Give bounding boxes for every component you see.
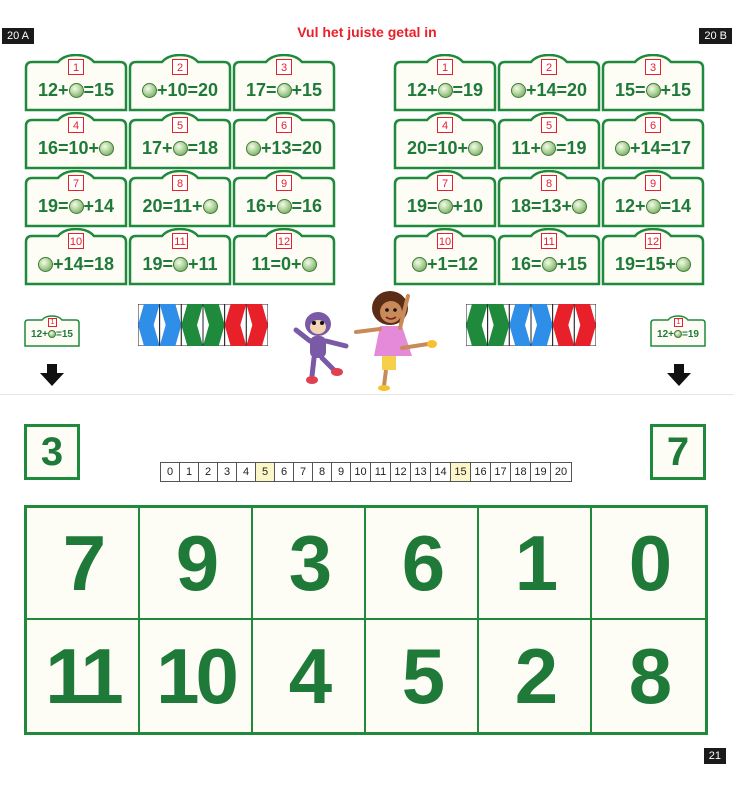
number-tile[interactable]: 7 xyxy=(27,508,140,620)
equation xyxy=(601,138,705,159)
exercise-number: 12 xyxy=(276,233,292,249)
exercise-number: 3 xyxy=(645,59,661,75)
number-tile[interactable]: 10 xyxy=(140,620,253,732)
exercise-number: 1 xyxy=(68,59,84,75)
equation xyxy=(393,80,497,101)
exercise-card-right-12 xyxy=(601,228,705,286)
equation-before: 17+ xyxy=(141,138,173,158)
exercise-card-right-6 xyxy=(601,112,705,170)
number-tile[interactable]: 8 xyxy=(628,631,669,720)
example-number: 1 xyxy=(674,318,683,327)
number-line-cell: 2 xyxy=(199,463,218,481)
equation-after: =15 xyxy=(56,329,73,340)
equation-after: +14=20 xyxy=(525,80,588,100)
number-line-cell: 8 xyxy=(313,463,332,481)
equation-after: +15 xyxy=(291,80,323,100)
equation xyxy=(24,80,128,101)
blank-circle-icon xyxy=(438,199,453,214)
number-line-cell: 12 xyxy=(391,463,411,481)
exercise-card-right-4 xyxy=(393,112,497,170)
example-equation xyxy=(650,329,706,340)
exercise-card-left-7 xyxy=(24,170,128,228)
exercise-card-left-2 xyxy=(128,54,232,112)
equation xyxy=(393,196,497,217)
exercise-card-left-1 xyxy=(24,54,128,112)
exercise-card-left-5 xyxy=(128,112,232,170)
exercise-number: 8 xyxy=(541,175,557,191)
page-title: Vul het juiste getal in xyxy=(297,24,437,40)
equation-before: 19= xyxy=(37,196,69,216)
equation-after: +10 xyxy=(452,196,484,216)
exercise-number: 11 xyxy=(172,233,188,249)
number-line-cell: 1 xyxy=(180,463,199,481)
number-tile[interactable]: 1 xyxy=(479,508,592,620)
equation xyxy=(232,80,336,101)
exercise-number: 5 xyxy=(172,117,188,133)
equation xyxy=(393,138,497,159)
blank-circle-icon xyxy=(541,141,556,156)
equation-before: 20=10+ xyxy=(406,138,469,158)
equation-before: 12+ xyxy=(37,80,69,100)
equation-before: 12+ xyxy=(31,329,48,340)
exercise-card-right-7 xyxy=(393,170,497,228)
blank-circle-icon xyxy=(468,141,483,156)
equation-before: 15= xyxy=(614,80,646,100)
equation-after: +14 xyxy=(83,196,115,216)
equation xyxy=(128,138,232,159)
exercise-number: 2 xyxy=(541,59,557,75)
equation xyxy=(128,254,232,275)
exercise-card-right-2 xyxy=(497,54,601,112)
girl-figure xyxy=(356,291,437,391)
blank-circle-icon xyxy=(438,83,453,98)
exercise-number: 4 xyxy=(68,117,84,133)
exercise-number: 2 xyxy=(172,59,188,75)
equation-before: 12+ xyxy=(657,329,674,340)
exercise-card-left-12 xyxy=(232,228,336,286)
equation xyxy=(24,138,128,159)
blank-circle-icon xyxy=(48,330,56,338)
right-exercise-grid xyxy=(393,54,705,286)
exercise-card-right-1 xyxy=(393,54,497,112)
exercise-card-left-10 xyxy=(24,228,128,286)
number-line-cell: 7 xyxy=(294,463,313,481)
exercise-number: 6 xyxy=(645,117,661,133)
blank-circle-icon xyxy=(646,83,661,98)
equation-before: 17= xyxy=(245,80,277,100)
blank-circle-icon xyxy=(676,257,691,272)
equation-after: +14=18 xyxy=(52,254,115,274)
exercise-number: 1 xyxy=(437,59,453,75)
equation-after: =19 xyxy=(452,80,484,100)
equation-after: +1=12 xyxy=(426,254,479,274)
number-line xyxy=(160,462,572,482)
blank-circle-icon xyxy=(646,199,661,214)
section-divider xyxy=(0,394,734,395)
equation-after: =19 xyxy=(682,329,699,340)
monkey-figure xyxy=(296,312,346,384)
number-line-cell: 5 xyxy=(256,463,275,481)
number-line-cell: 18 xyxy=(511,463,531,481)
number-line-cell: 17 xyxy=(491,463,511,481)
equation-before: 12+ xyxy=(614,196,646,216)
equation-before: 19= xyxy=(142,254,173,274)
number-tile[interactable]: 9 xyxy=(140,508,253,620)
number-tiles-board xyxy=(24,505,708,735)
blank-circle-icon xyxy=(173,257,188,272)
blank-circle-icon xyxy=(246,141,261,156)
blank-circle-icon xyxy=(99,141,114,156)
equation xyxy=(601,196,705,217)
exercise-number: 5 xyxy=(541,117,557,133)
equation xyxy=(128,196,232,217)
equation-before: 16=10+ xyxy=(37,138,100,158)
number-tile[interactable]: 4 xyxy=(253,620,366,732)
exercise-number: 3 xyxy=(276,59,292,75)
number-line-cell: 3 xyxy=(218,463,237,481)
number-line-cell: 16 xyxy=(471,463,491,481)
example-equation xyxy=(24,329,80,340)
equation xyxy=(393,254,497,275)
exercise-card-right-10 xyxy=(393,228,497,286)
exercise-number: 11 xyxy=(541,233,557,249)
number-line-cell: 9 xyxy=(332,463,351,481)
number-tile[interactable]: 5 xyxy=(366,620,479,732)
exercise-card-left-11 xyxy=(128,228,232,286)
blank-circle-icon xyxy=(203,199,218,214)
equation xyxy=(601,254,705,275)
color-pattern-right xyxy=(466,304,596,346)
equation-before: 11+ xyxy=(511,138,541,158)
equation-after: =14 xyxy=(660,196,692,216)
exercise-card-right-5 xyxy=(497,112,601,170)
page-tag-right: 20 B xyxy=(699,28,732,44)
equation xyxy=(497,138,601,159)
exercise-card-right-3 xyxy=(601,54,705,112)
exercise-card-left-4 xyxy=(24,112,128,170)
blank-circle-icon xyxy=(412,257,427,272)
equation-before: 12+ xyxy=(406,80,438,100)
page-tag-left: 20 A xyxy=(2,28,34,44)
blank-circle-icon xyxy=(302,257,317,272)
number-tile[interactable]: 11 xyxy=(27,620,140,732)
number-tile[interactable]: 6 xyxy=(366,508,479,620)
number-line-cell: 11 xyxy=(371,463,391,481)
equation xyxy=(24,196,128,217)
equation-before: 19= xyxy=(406,196,438,216)
exercise-number: 12 xyxy=(645,233,661,249)
equation-after: +15 xyxy=(660,80,692,100)
equation-before: 20=11+ xyxy=(142,196,203,216)
equation xyxy=(497,196,601,217)
equation-after: +14=17 xyxy=(629,138,692,158)
equation-after: +15 xyxy=(556,254,588,274)
number-line-cell: 4 xyxy=(237,463,256,481)
equation-before: 16= xyxy=(510,254,542,274)
exercise-card-left-8 xyxy=(128,170,232,228)
exercise-card-right-11 xyxy=(497,228,601,286)
exercise-number: 7 xyxy=(68,175,84,191)
answer-box-left: 3 xyxy=(24,424,80,480)
equation xyxy=(232,196,336,217)
exercise-card-left-9 xyxy=(232,170,336,228)
cartoon-characters-illustration xyxy=(290,286,450,394)
equation xyxy=(601,80,705,101)
number-line-cell: 0 xyxy=(161,463,180,481)
blank-circle-icon xyxy=(69,199,84,214)
equation xyxy=(232,254,336,275)
blank-circle-icon xyxy=(38,257,53,272)
equation-before: 16+ xyxy=(245,196,277,216)
equation-after: +11 xyxy=(188,254,218,274)
exercise-number: 9 xyxy=(645,175,661,191)
equation xyxy=(497,80,601,101)
equation-before: 18=13+ xyxy=(510,196,573,216)
equation-before: 19=15+ xyxy=(614,254,677,274)
blank-circle-icon xyxy=(511,83,526,98)
equation-before: 11=0+ xyxy=(251,254,302,274)
number-line-cell: 13 xyxy=(411,463,431,481)
equation xyxy=(128,80,232,101)
equation xyxy=(497,254,601,275)
exercise-card-right-8 xyxy=(497,170,601,228)
example-card-left xyxy=(24,315,80,347)
exercise-number: 10 xyxy=(437,233,453,249)
exercise-number: 9 xyxy=(276,175,292,191)
equation-after: =19 xyxy=(556,138,587,158)
blank-circle-icon xyxy=(615,141,630,156)
number-tile[interactable]: 3 xyxy=(253,508,366,620)
equation-after: +13=20 xyxy=(260,138,323,158)
exercise-card-left-3 xyxy=(232,54,336,112)
exercise-card-right-9 xyxy=(601,170,705,228)
exercise-number: 6 xyxy=(276,117,292,133)
color-pattern-left xyxy=(138,304,268,346)
example-number: 1 xyxy=(48,318,57,327)
exercise-number: 10 xyxy=(68,233,84,249)
number-tile[interactable]: 2 xyxy=(479,620,592,732)
answer-box-right: 7 xyxy=(650,424,706,480)
number-line-cell: 19 xyxy=(531,463,551,481)
equation-after: +10=20 xyxy=(156,80,219,100)
number-line-cell: 15 xyxy=(451,463,471,481)
example-card-right xyxy=(650,315,706,347)
equation-after: =15 xyxy=(83,80,115,100)
number-line-cell: 6 xyxy=(275,463,294,481)
blank-circle-icon xyxy=(674,330,682,338)
blank-circle-icon xyxy=(142,83,157,98)
number-tile[interactable]: 0 xyxy=(592,508,705,620)
exercise-number: 7 xyxy=(437,175,453,191)
blank-circle-icon xyxy=(277,199,292,214)
left-exercise-grid xyxy=(24,54,336,286)
blank-circle-icon xyxy=(173,141,188,156)
number-line-cell: 10 xyxy=(351,463,371,481)
blank-circle-icon xyxy=(572,199,587,214)
number-line-cell: 14 xyxy=(431,463,451,481)
equation-after: =18 xyxy=(187,138,219,158)
arrow-down-icon-right xyxy=(667,364,691,386)
equation-after: =16 xyxy=(291,196,323,216)
equation xyxy=(24,254,128,275)
blank-circle-icon xyxy=(542,257,557,272)
equation xyxy=(232,138,336,159)
arrow-down-icon-left xyxy=(40,364,64,386)
page-number: 21 xyxy=(704,748,726,764)
exercise-card-left-6 xyxy=(232,112,336,170)
blank-circle-icon xyxy=(69,83,84,98)
exercise-number: 8 xyxy=(172,175,188,191)
blank-circle-icon xyxy=(277,83,292,98)
number-line-cell: 20 xyxy=(554,466,568,478)
exercise-number: 4 xyxy=(437,117,453,133)
